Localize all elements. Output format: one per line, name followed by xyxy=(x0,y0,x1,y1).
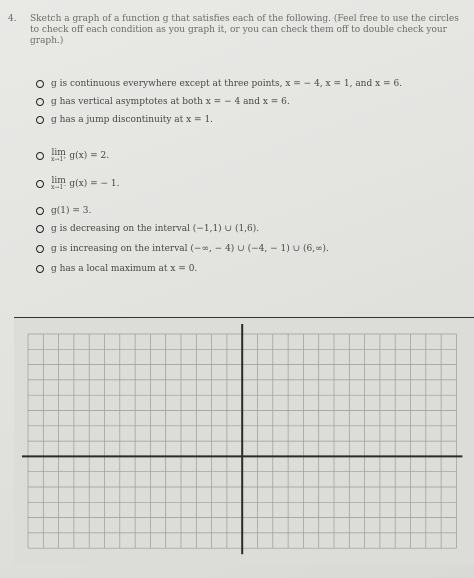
check-circle-icon[interactable] xyxy=(36,80,44,88)
condition-text: g(x) = − 1. xyxy=(69,179,120,189)
condition-5[interactable] xyxy=(36,177,120,191)
check-circle-icon[interactable] xyxy=(36,265,44,273)
condition-4[interactable] xyxy=(36,149,109,163)
check-circle-icon[interactable] xyxy=(36,152,44,160)
condition-text: g(1) = 3. xyxy=(51,206,92,216)
condition-text: g is decreasing on the interval (−1,1) ∪ (1,6). xyxy=(51,224,260,234)
condition-text: g(x) = 2. xyxy=(69,151,110,161)
condition-9[interactable] xyxy=(36,264,197,274)
limit-symbol: lim xyxy=(51,176,66,186)
coordinate-grid[interactable] xyxy=(14,317,474,564)
condition-text: g is continuous everywhere except at three points, x = − 4, x = 1, and x = 6. xyxy=(51,79,403,89)
check-circle-icon[interactable] xyxy=(36,207,44,215)
condition-text: g has a jump discontinuity at x = 1. xyxy=(51,115,214,125)
check-circle-icon[interactable] xyxy=(36,98,44,106)
condition-8[interactable] xyxy=(36,244,329,254)
condition-1[interactable] xyxy=(36,79,402,89)
problem-number: 4. xyxy=(8,14,17,24)
limit-expression xyxy=(51,177,66,191)
limit-subscript: x→1⁻ xyxy=(51,184,67,191)
check-circle-icon[interactable] xyxy=(36,225,44,233)
condition-3[interactable] xyxy=(36,115,213,125)
condition-6[interactable] xyxy=(36,206,91,216)
limit-symbol: lim xyxy=(51,148,66,158)
limit-expression xyxy=(51,149,66,163)
check-circle-icon[interactable] xyxy=(36,245,44,253)
condition-7[interactable] xyxy=(36,224,259,234)
check-circle-icon[interactable] xyxy=(36,180,44,188)
condition-2[interactable] xyxy=(36,97,290,107)
problem-prompt: Sketch a graph of a function g that satisfies each of the following. (Feel free to use the circles to check off each condition as you graph it, or you can check them off to double check your graph.) xyxy=(30,14,459,46)
check-circle-icon[interactable] xyxy=(36,116,44,124)
condition-text: g has a local maximum at x = 0. xyxy=(51,264,198,274)
limit-subscript: x→1⁺ xyxy=(51,156,67,163)
condition-text: g is increasing on the interval (−∞, − 4) ∪ (−4, − 1) ∪ (6,∞). xyxy=(51,244,329,254)
grid-canvas[interactable] xyxy=(14,318,474,564)
condition-text: g has vertical asymptotes at both x = − 4 and x = 6. xyxy=(51,97,290,107)
